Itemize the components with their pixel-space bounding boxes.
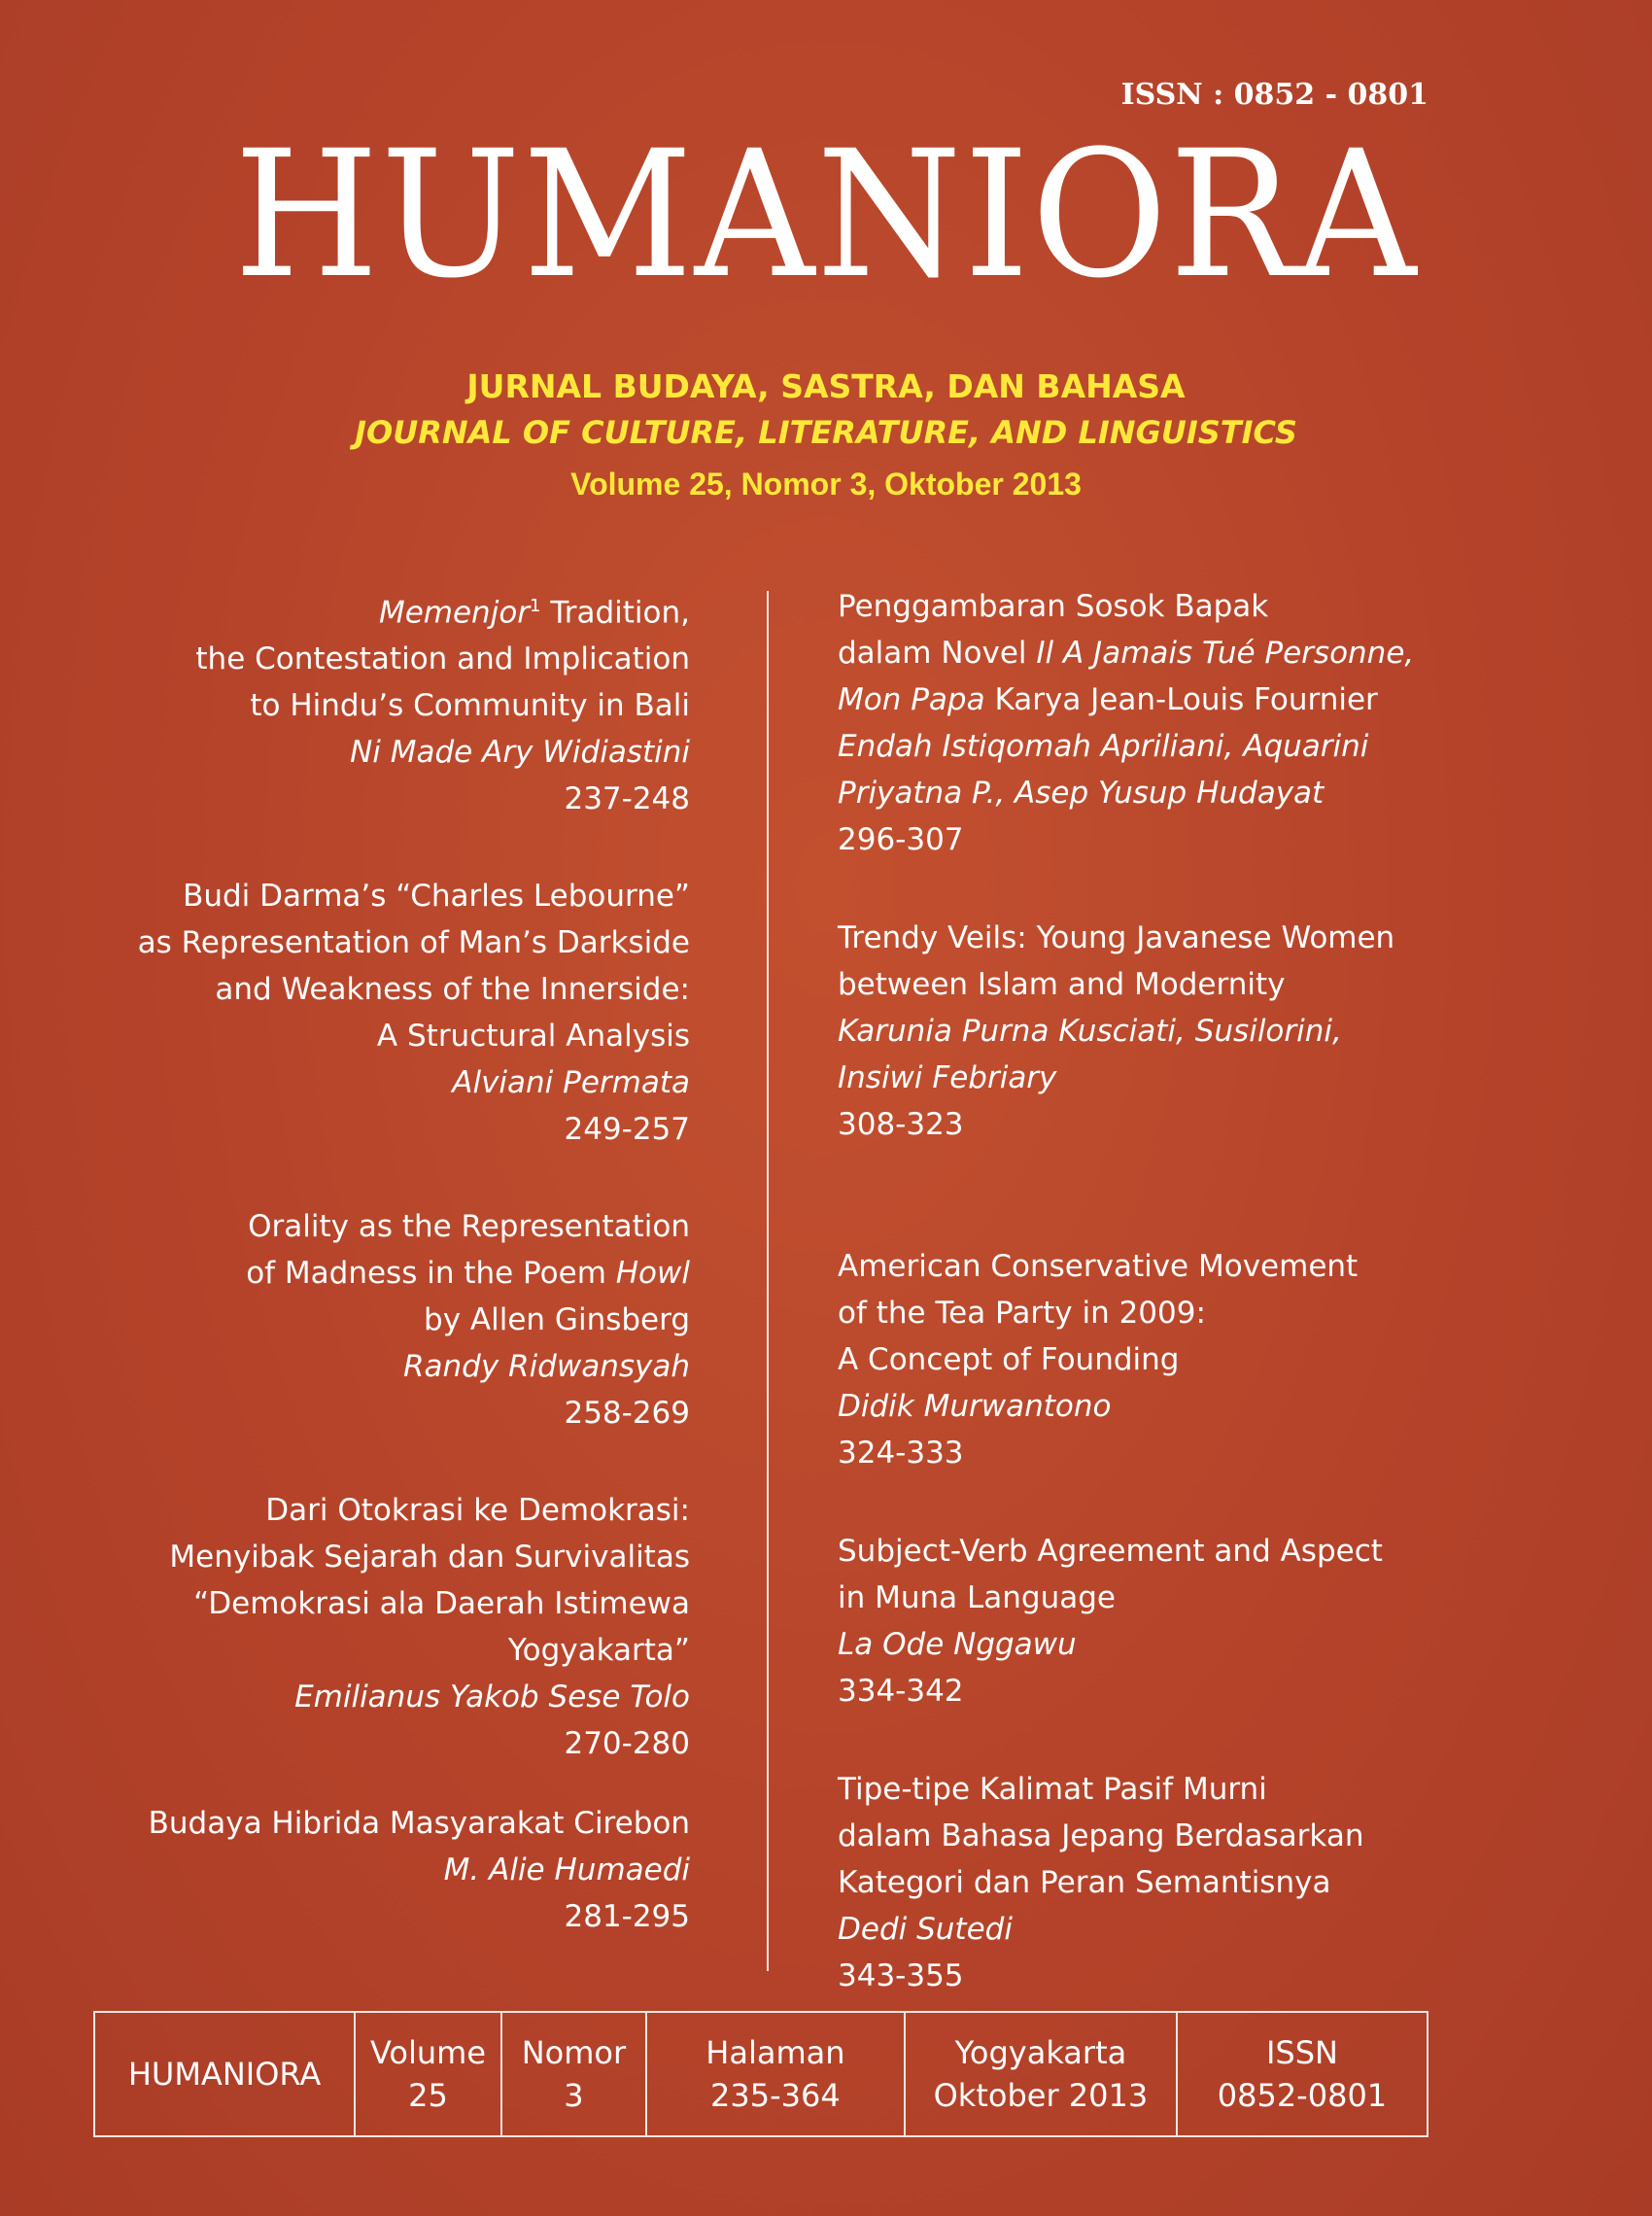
article-title-text: dalam Novel <box>838 636 1037 671</box>
article-entry <box>87 1203 690 1437</box>
article-author: Didik Murwantono <box>838 1389 1112 1424</box>
article-author: M. Alie Humaedi <box>443 1852 690 1888</box>
article-title-line <box>838 676 1460 723</box>
article-title-line: in Muna Language <box>838 1580 1116 1615</box>
article-pages: 343-355 <box>838 1958 964 1993</box>
article-title-text: Karya Jean-Louis Fournier <box>984 682 1378 717</box>
article-title-line: Subject-Verb Agreement and Aspect <box>838 1534 1383 1569</box>
article-title-line: of the Tea Party in 2009: <box>838 1296 1206 1331</box>
article-title-line: “Demokrasi ala Daerah Istimewa <box>193 1586 690 1622</box>
footnote-marker: 1 <box>530 596 541 616</box>
article-author: Ni Made Ary Widiastini <box>350 735 690 771</box>
article-title-italic: Memenjor <box>378 595 531 631</box>
article-pages: 296-307 <box>838 822 964 857</box>
article-title-line <box>87 1250 690 1297</box>
article-author: Alviani Permata <box>452 1065 690 1101</box>
article-title-line: by Allen Ginsberg <box>424 1302 690 1338</box>
article-pages: 237-248 <box>564 781 690 817</box>
footer-halaman-label: Halaman <box>706 2034 845 2071</box>
article-title-italic: Howl <box>615 1256 690 1292</box>
footer-issn-value: 0852-0801 <box>1217 2077 1388 2114</box>
article-pages: 334-342 <box>838 1674 964 1709</box>
article-title-line: Tipe-tipe Kalimat Pasif Murni <box>838 1772 1267 1807</box>
article-title-line: dalam Bahasa Jepang Berdasarkan <box>838 1818 1364 1853</box>
article-author: Dedi Sutedi <box>838 1912 1013 1947</box>
article-title-line <box>87 583 690 636</box>
issn-top: ISSN : 0852 - 0801 <box>1120 78 1428 112</box>
article-title-line: Kategori dan Peran Semantisnya <box>838 1865 1331 1900</box>
article-author: Priyatna P., Asep Yusup Hudayat <box>838 776 1325 811</box>
article-entry <box>838 915 1460 1148</box>
article-pages: 249-257 <box>564 1112 690 1148</box>
article-title-line <box>838 630 1460 676</box>
footer-nomor-cell <box>502 2013 647 2135</box>
subtitle-english: JOURNAL OF CULTURE, LITERATURE, AND LINGUISTICS <box>355 414 1297 451</box>
footer-nomor-value: 3 <box>564 2077 584 2114</box>
footer-halaman-value: 235-364 <box>710 2077 841 2114</box>
contents-right-column <box>838 583 1460 2051</box>
article-author: La Ode Nggawu <box>838 1627 1077 1662</box>
footer-info-table <box>93 2011 1428 2137</box>
column-divider <box>767 591 769 1971</box>
footer-place: Yogyakarta <box>954 2034 1127 2071</box>
footer-journal-name: HUMANIORA <box>127 2056 322 2093</box>
footer-volume-cell <box>356 2013 502 2135</box>
journal-title: HUMANIORA <box>233 114 1419 317</box>
article-title-line: the Contestation and Implication <box>195 641 690 677</box>
article-title-text: of Madness in the Poem <box>246 1256 616 1292</box>
footer-issn-cell <box>1178 2013 1427 2135</box>
article-title-line: Budaya Hibrida Masyarakat Cirebon <box>148 1806 690 1842</box>
article-author: Insiwi Febriary <box>838 1060 1057 1095</box>
article-title-line: as Representation of Man’s Darkside <box>137 925 690 961</box>
footer-issn-label: ISSN <box>1265 2034 1338 2071</box>
article-entry <box>87 583 690 822</box>
article-title-line: Trendy Veils: Young Javanese Women <box>838 920 1395 955</box>
article-title-italic: Mon Papa <box>838 682 985 717</box>
article-title-line: Orality as the Representation <box>248 1209 690 1245</box>
article-author: Endah Istiqomah Apriliani, Aquarini <box>838 729 1369 764</box>
contents-left-column <box>87 583 690 1991</box>
subtitle-indonesian: JURNAL BUDAYA, SASTRA, DAN BAHASA <box>466 367 1186 405</box>
article-title-line: to Hindu’s Community in Bali <box>250 688 690 724</box>
footer-halaman-cell <box>647 2013 906 2135</box>
article-author: Karunia Purna Kusciati, Susilorini, <box>838 1014 1342 1049</box>
article-entry <box>87 1487 690 1767</box>
footer-journal-cell <box>95 2013 356 2135</box>
article-entry <box>87 873 690 1153</box>
article-entry <box>838 1766 1460 1999</box>
volume-line: Volume 25, Nomor 3, Oktober 2013 <box>570 467 1082 502</box>
footer-nomor-label: Nomor <box>521 2034 627 2071</box>
article-pages: 258-269 <box>564 1396 690 1432</box>
article-pages: 281-295 <box>564 1899 690 1935</box>
footer-place-cell <box>906 2013 1178 2135</box>
footer-volume-label: Volume <box>369 2034 486 2071</box>
article-title-italic: Il A Jamais Tué Personne, <box>1036 636 1415 671</box>
article-entry <box>838 1243 1460 1476</box>
footer-volume-value: 25 <box>408 2077 448 2114</box>
article-entry <box>838 583 1460 863</box>
article-title-line: Penggambaran Sosok Bapak <box>838 589 1269 624</box>
article-entry <box>87 1800 690 1940</box>
article-title-line: American Conservative Movement <box>838 1249 1359 1284</box>
article-entry <box>838 1528 1460 1714</box>
article-author: Emilianus Yakob Sese Tolo <box>294 1679 690 1715</box>
footer-date: Oktober 2013 <box>933 2077 1149 2114</box>
article-pages: 324-333 <box>838 1436 964 1471</box>
article-pages: 270-280 <box>564 1726 690 1762</box>
article-title-line: Budi Darma’s “Charles Lebourne” <box>183 879 690 915</box>
article-title-line: and Weakness of the Innerside: <box>215 972 690 1008</box>
article-title-line: Dari Otokrasi ke Demokrasi: <box>265 1493 690 1529</box>
article-pages: 308-323 <box>838 1107 964 1142</box>
article-title-line: between Islam and Modernity <box>838 967 1286 1002</box>
article-title-line: A Structural Analysis <box>376 1019 690 1055</box>
article-title-line: A Concept of Founding <box>838 1342 1180 1377</box>
article-title-line: Yogyakarta” <box>507 1633 690 1669</box>
article-author: Randy Ridwansyah <box>402 1349 690 1385</box>
article-title-line: Menyibak Sejarah dan Survivalitas <box>169 1540 690 1575</box>
article-title-text: Tradition, <box>540 595 690 631</box>
